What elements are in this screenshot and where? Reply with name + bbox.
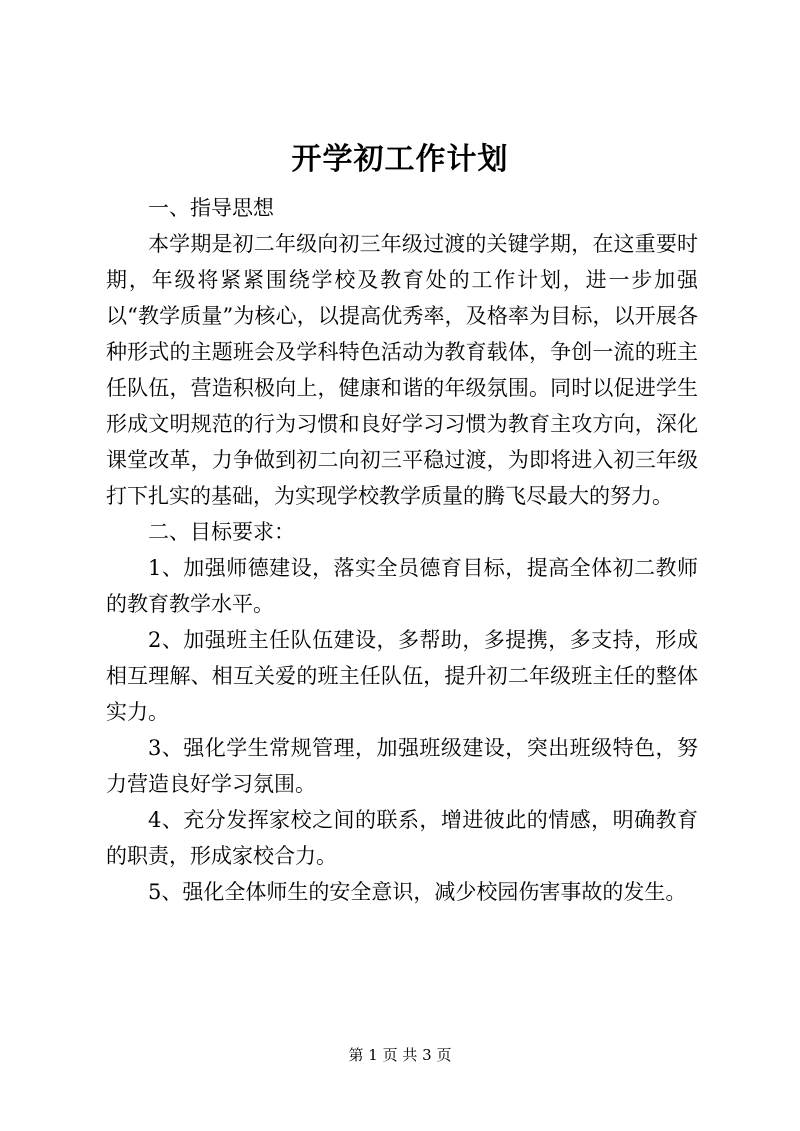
page-footer: 第 1 页 共 3 页 — [348, 1046, 452, 1064]
goal-item-2: 2、加强班主任队伍建设，多帮助，多提携，多支持，形成相互理解、相互关爱的班主任队伍，提升初二年级班主任的整体实力。 — [106, 628, 698, 724]
document-title: 开学初工作计划 — [291, 142, 509, 177]
goal-item-4: 4、充分发挥家校之间的联系，增进彼此的情感，明确教育的职责，形成家校合力。 — [106, 808, 698, 868]
goal-item-5: 5、强化全体师生的安全意识，减少校园伤害事故的发生。 — [148, 880, 687, 904]
paragraph-guiding-thought: 本学期是初二年级向初三年级过渡的关键学期，在这重要时期，年级将紧紧围绕学校及教育处的工作计划，进一步加强以“教学质量”为核心，以提高优秀率，及格率为目标，以开展各种形式的主题班会及学科特色活动为教育载体，争创一流的班主任队伍，营造积极向上，健康和谐的年级氛围。同时以促进学生形成文明规范的行为习惯和良好学习习惯为教育主攻方向，深化课堂改革，力争做到初二向初三平稳过渡，为即将进入初三年级打下扎实的基础，为实现学校教学质量的腾飞尽最大的努力。 — [106, 232, 698, 508]
document-body — [106, 190, 698, 910]
goal-item-1: 1、加强师德建设，落实全员德育目标，提高全体初二教师的教育教学水平。 — [106, 556, 698, 616]
section-heading-guiding-thought: 一、指导思想 — [148, 196, 274, 220]
goal-item-3: 3、强化学生常规管理，加强班级建设，突出班级特色，努力营造良好学习氛围。 — [106, 736, 698, 796]
section-heading-goals: 二、目标要求： — [148, 520, 295, 544]
